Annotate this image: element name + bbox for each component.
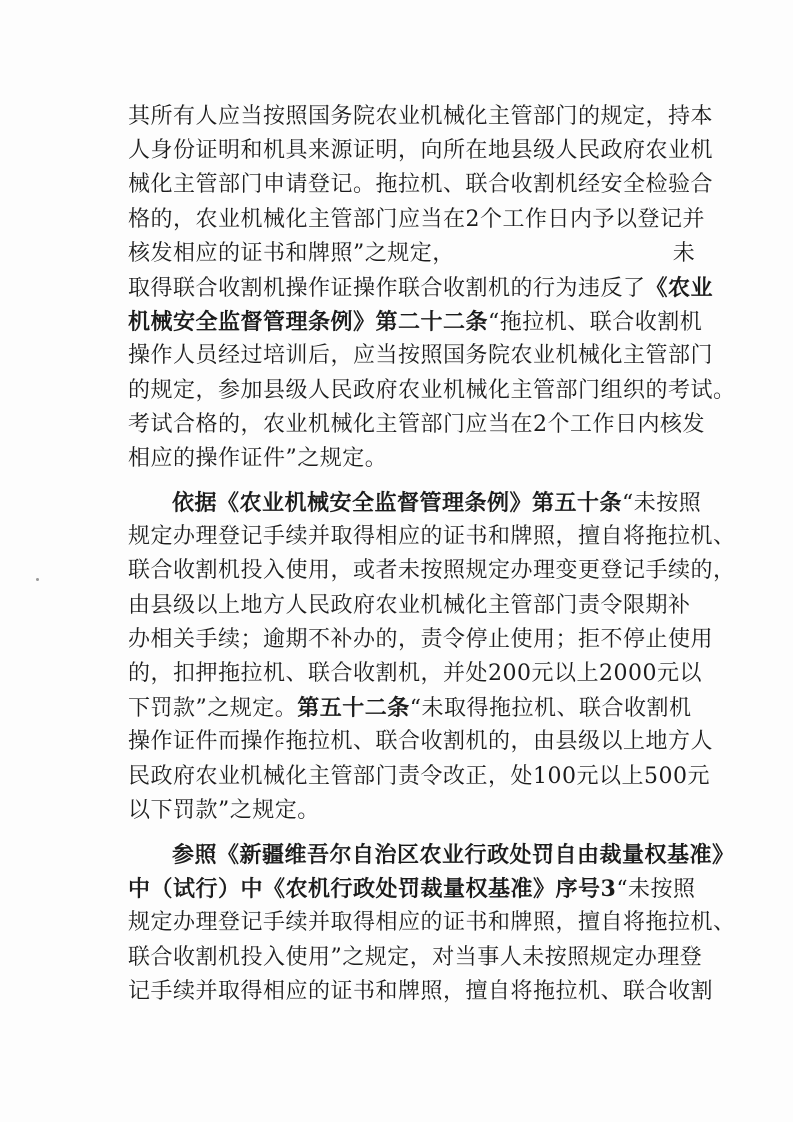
text-fragment: 未 [672, 240, 696, 266]
text-fragment: “拖拉机、联合收割机 [488, 310, 703, 336]
bold-fragment: 第五十二条 [297, 695, 410, 722]
bold-fragment: 《农业 [645, 274, 714, 301]
text-fragment: 下罚款”之规定。 [128, 696, 298, 722]
text-line: 以下罚款”之规定。 [128, 797, 320, 823]
text-line: 格的，农业机械化主管部门应当在2个工作日内予以登记并 [128, 206, 705, 232]
text-fragment: “未按照 [622, 491, 702, 517]
text-line: 联合收割机投入使用，或者未按照规定办理变更登记手续的， [128, 558, 736, 584]
text-line: 其所有人应当按照国务院农业机械化主管部门的规定，持本 [128, 104, 714, 129]
text-line: 办相关手续；逾期不补办的，责令停止使用；拒不停止使用 [128, 626, 714, 652]
bold-fragment: 机械安全监督管理条例》第二十二条 [128, 309, 489, 336]
text-line: 由县级以上地方人民政府农业机械化主管部门责令限期补 [128, 592, 691, 618]
text-line [128, 305, 703, 339]
text-line [128, 237, 698, 271]
bold-fragment: 中（试行）中《农机行政处罚裁量权基准》序号3 [128, 876, 617, 903]
paragraph-gap [128, 476, 698, 486]
text-line: 规定办理登记手续并取得相应的证书和牌照，擅自将拖拉机、 [128, 910, 736, 936]
text-fragment: “未按照 [616, 877, 696, 903]
text-line [128, 691, 698, 725]
text-line [128, 872, 698, 906]
text-line [128, 486, 702, 520]
text-line: 规定办理登记手续并取得相应的证书和牌照，擅自将拖拉机、 [128, 524, 736, 550]
text-line: 民政府农业机械化主管部门责令改正，处100元以上500元 [128, 763, 710, 789]
text-line: 的，扣押拖拉机、联合收割机，并处200元以上2000元以 [128, 661, 702, 686]
text-fragment: “未取得拖拉机、联合收割机 [409, 696, 692, 722]
body-text [128, 100, 736, 1009]
paragraph-gap [128, 828, 698, 838]
text-line [128, 271, 714, 305]
text-line: 考试合格的，农业机械化主管部门应当在2个工作日内核发 [128, 411, 705, 437]
text-line: 记手续并取得相应的证书和牌照，擅自将拖拉机、联合收割 [128, 978, 714, 1004]
text-line: 操作人员经过培训后，应当按照国务院农业机械化主管部门 [128, 343, 714, 369]
text-line: 的规定，参加县级人民政府农业机械化主管部门组织的考试。 [128, 377, 736, 403]
text-line: 相应的操作证件”之规定。 [128, 445, 388, 471]
text-line: 械化主管部门申请登记。拖拉机、联合收割机经安全检验合 [128, 172, 714, 198]
text-fragment: 核发相应的证书和牌照”之规定， [128, 240, 455, 266]
text-line: 人身份证明和机具来源证明，向所在地县级人民政府农业机 [128, 138, 714, 164]
bold-fragment: 依据《农业机械安全监督管理条例》第五十条 [172, 490, 623, 517]
text-line: 联合收割机投入使用”之规定，对当事人未按照规定办理登 [128, 944, 703, 970]
text-fragment: 取得联合收割机操作证操作联合收割机的行为违反了 [128, 275, 646, 301]
scan-speck [36, 578, 39, 581]
text-line: 参照《新疆维吾尔自治区农业行政处罚自由裁量权基准》 [172, 841, 735, 868]
text-line: 操作证件而操作拖拉机、联合收割机的，由县级以上地方人 [128, 729, 714, 755]
